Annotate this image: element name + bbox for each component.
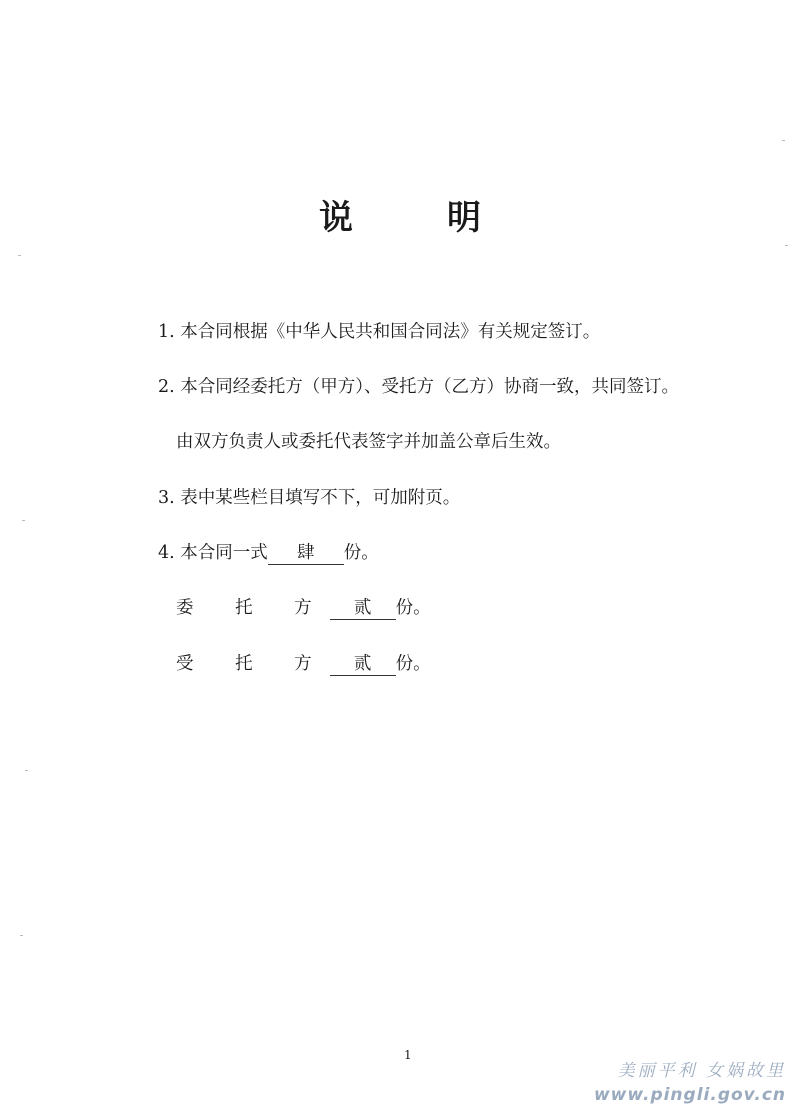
trustee-count-field: 贰 — [330, 654, 396, 676]
document-title: 说 明 — [319, 198, 511, 238]
scan-artifact — [785, 245, 788, 246]
site-watermark — [594, 1056, 786, 1105]
copies-suffix: 份。 — [343, 543, 379, 563]
client-label: 委 托 方 — [176, 598, 330, 618]
watermark-slogan: 美丽平利 女娲故里 — [617, 1061, 786, 1081]
copies-prefix: 4. 本合同一式 — [158, 543, 268, 563]
clause-1: 1. 本合同根据《中华人民共和国合同法》有关规定签订。 — [158, 322, 601, 342]
scan-artifact — [20, 935, 23, 936]
scan-artifact — [18, 255, 21, 256]
client-copies — [176, 594, 431, 620]
clause-2-continuation: 由双方负责人或委托代表签字并加盖公章后生效。 — [176, 432, 561, 452]
client-suffix: 份。 — [395, 598, 431, 618]
watermark-url: www.pingli.gov.cn — [593, 1085, 786, 1105]
trustee-copies — [176, 650, 431, 676]
clause-3: 3. 表中某些栏目填写不下，可加附页。 — [158, 488, 461, 508]
scan-artifact — [25, 770, 28, 771]
copies-total-field: 肆 — [268, 543, 344, 565]
trustee-label: 受 托 方 — [176, 654, 330, 674]
scan-artifact — [782, 140, 785, 141]
scan-artifact — [22, 520, 25, 521]
page-number: 1 — [404, 1048, 412, 1062]
trustee-suffix: 份。 — [395, 654, 431, 674]
clause-2: 2. 本合同经委托方（甲方）、受托方（乙方）协商一致，共同签订。 — [158, 377, 680, 397]
clause-4 — [158, 539, 379, 565]
client-count-field: 贰 — [330, 598, 396, 620]
